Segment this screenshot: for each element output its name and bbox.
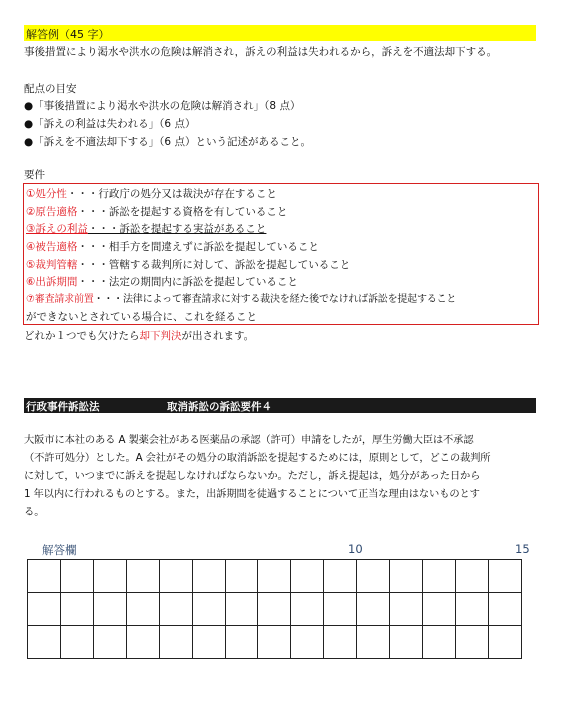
- answer-cell[interactable]: [324, 626, 357, 659]
- requirement-name: ③訴えの利益: [26, 223, 88, 235]
- answer-cell[interactable]: [455, 626, 488, 659]
- scoring-item-2: ●「訴えの利益は失われる」（6 点）: [24, 118, 196, 130]
- requirement-item-7: ⑦審査請求前置・・・法律によって審査請求に対する裁決を経た後でなければ訴訟を提起すること: [26, 294, 457, 305]
- answer-cell[interactable]: [488, 593, 521, 626]
- answer-cell[interactable]: [225, 593, 258, 626]
- answer-cell[interactable]: [357, 626, 390, 659]
- answer-grid-row: [28, 560, 522, 593]
- answer-cell[interactable]: [60, 593, 93, 626]
- answer-cell[interactable]: [390, 593, 423, 626]
- answer-example-text: 事後措置により渇水や洪水の危険は解消され，訴えの利益は失われるから，訴えを不適法却下する。: [24, 46, 498, 58]
- scoring-item-3: ●「訴えを不適法却下する」（6 点）という記述があること。: [24, 136, 311, 148]
- dismissal-judgment-text: 却下判決: [139, 330, 182, 342]
- section-header-bar: [24, 398, 536, 413]
- requirement-name: ⑥出訴期間: [26, 276, 78, 288]
- answer-cell[interactable]: [126, 593, 159, 626]
- requirement-item-2: ②原告適格・・・訴訟を提起する資格を有していること: [26, 206, 288, 218]
- answer-sheet-mark-10: 10: [348, 542, 363, 556]
- answer-cell[interactable]: [258, 560, 291, 593]
- answer-cell[interactable]: [192, 560, 225, 593]
- requirement-name: ④被告適格: [26, 241, 78, 253]
- requirement-name: ②原告適格: [26, 206, 78, 218]
- answer-cell[interactable]: [390, 560, 423, 593]
- answer-cell[interactable]: [324, 593, 357, 626]
- answer-sheet-label: 解答欄: [42, 543, 77, 557]
- answer-cell[interactable]: [423, 626, 456, 659]
- scoring-item-1: ●「事後措置により渇水や洪水の危険は解消され」（8 点）: [24, 100, 301, 112]
- answer-cell[interactable]: [423, 593, 456, 626]
- requirement-item-4: ④被告適格・・・相手方を間違えずに訴訟を提起していること: [26, 241, 319, 253]
- answer-cell[interactable]: [60, 626, 93, 659]
- section-law-name: 行政事件訴訟法: [26, 401, 100, 413]
- question-line-1: 大阪市に本社のある A 製薬会社がある医薬品の承認（許可）申請をしたが，厚生労働大臣は不承認: [24, 434, 474, 446]
- bullet-icon: ●: [24, 118, 34, 130]
- answer-cell[interactable]: [390, 626, 423, 659]
- answer-cell[interactable]: [291, 560, 324, 593]
- requirement-item-1: ①処分性・・・行政庁の処分又は裁決が存在すること: [26, 188, 277, 200]
- answer-cell[interactable]: [126, 626, 159, 659]
- bullet-icon: ●: [24, 100, 34, 112]
- answer-cell[interactable]: [258, 626, 291, 659]
- requirements-heading: 要件: [24, 169, 45, 181]
- answer-cell[interactable]: [357, 593, 390, 626]
- bullet-icon: ●: [24, 136, 34, 148]
- answer-cell[interactable]: [126, 560, 159, 593]
- answer-cell[interactable]: [291, 626, 324, 659]
- answer-cell[interactable]: [93, 626, 126, 659]
- requirement-name: ⑦審査請求前置: [26, 294, 94, 305]
- answer-cell[interactable]: [159, 593, 192, 626]
- answer-cell[interactable]: [192, 626, 225, 659]
- requirement-item-7-continued: ができないとされている場合に、これを経ること: [26, 311, 257, 323]
- answer-cell[interactable]: [423, 560, 456, 593]
- answer-cell[interactable]: [28, 560, 61, 593]
- requirement-item-3: ③訴えの利益・・・訴訟を提起する実益があること: [26, 223, 267, 235]
- answer-cell[interactable]: [258, 593, 291, 626]
- answer-cell[interactable]: [225, 560, 258, 593]
- answer-cell[interactable]: [291, 593, 324, 626]
- answer-example-heading-highlight: [24, 25, 536, 41]
- scoring-heading: 配点の目安: [24, 83, 77, 95]
- answer-cell[interactable]: [192, 593, 225, 626]
- requirement-name: ①処分性: [26, 188, 67, 200]
- answer-cell[interactable]: [488, 560, 521, 593]
- answer-cell[interactable]: [357, 560, 390, 593]
- answer-cell[interactable]: [60, 560, 93, 593]
- requirement-item-6: ⑥出訴期間・・・法定の期間内に訴訟を提起していること: [26, 276, 298, 288]
- question-line-2: （不許可処分）とした。A 会社がその処分の取消訴訟を提起するためには，原則として，どこの裁判所: [24, 452, 491, 464]
- answer-cell[interactable]: [93, 593, 126, 626]
- question-line-5: る。: [24, 506, 45, 518]
- answer-cell[interactable]: [28, 626, 61, 659]
- requirement-name: ⑤裁判管轄: [26, 259, 78, 271]
- requirements-footer: どれか１つでも欠けたら却下判決が出されます。: [24, 330, 255, 342]
- section-topic: 取消訴訟の訴訟要件４: [167, 401, 272, 413]
- answer-cell[interactable]: [28, 593, 61, 626]
- answer-cell[interactable]: [324, 560, 357, 593]
- answer-cell[interactable]: [455, 560, 488, 593]
- answer-cell[interactable]: [488, 626, 521, 659]
- answer-sheet-mark-15: 15: [515, 542, 530, 556]
- answer-cell[interactable]: [225, 626, 258, 659]
- answer-grid: [27, 559, 522, 659]
- requirement-item-5: ⑤裁判管轄・・・管轄する裁判所に対して、訴訟を提起していること: [26, 259, 351, 271]
- answer-example-heading: 解答例（45 字）: [26, 28, 110, 41]
- answer-grid-row: [28, 626, 522, 659]
- question-line-3: に対して，いつまでに訴えを提起しなければならないか。ただし，訴え提起は，処分があった日から: [24, 470, 481, 482]
- answer-cell[interactable]: [159, 560, 192, 593]
- answer-grid-row: [28, 593, 522, 626]
- answer-cell[interactable]: [93, 560, 126, 593]
- question-line-4: 1 年以内に行われるものとする。また，出訴期間を徒過することについて正当な理由はないものとす: [24, 488, 480, 500]
- answer-cell[interactable]: [159, 626, 192, 659]
- answer-cell[interactable]: [455, 593, 488, 626]
